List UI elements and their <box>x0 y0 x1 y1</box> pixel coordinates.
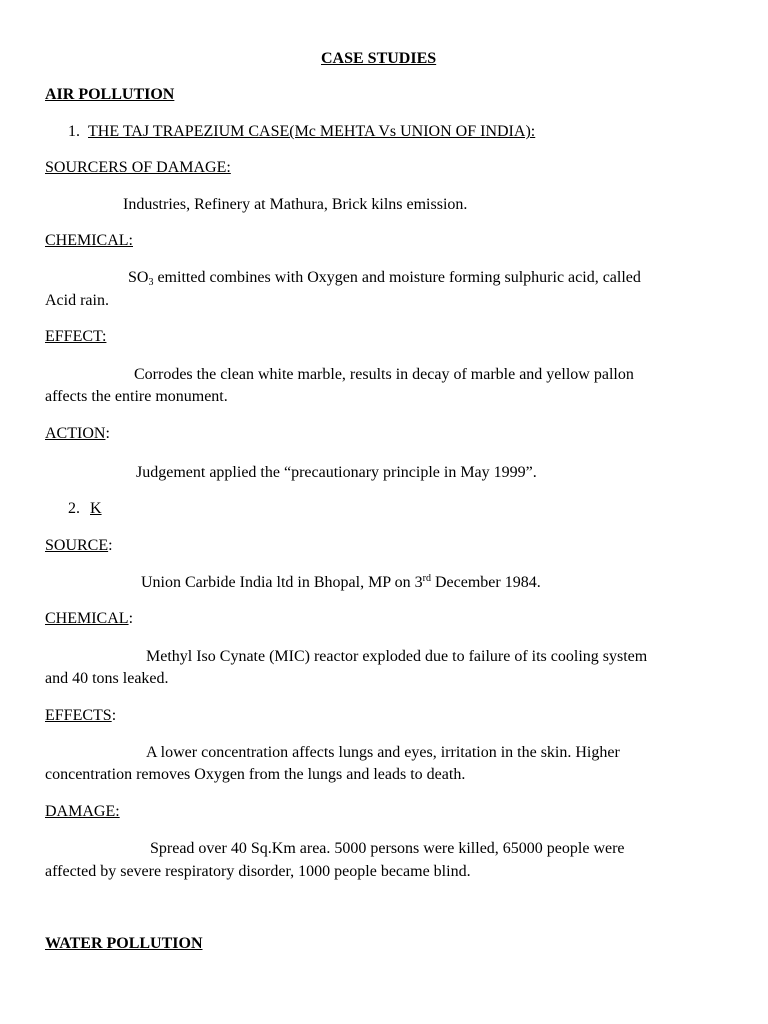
case1-action-text: Judgement applied the “precautionary principle in May 1999”. <box>136 464 537 481</box>
case1-action-colon: : <box>105 425 110 442</box>
case2-source-label: SOURCE <box>45 537 109 554</box>
chemical-formula-so: SO <box>128 269 149 286</box>
case2-source-label-line <box>45 536 113 556</box>
case1-sources-text: Industries, Refinery at Mathura, Brick kilns emission. <box>123 196 468 213</box>
case2-chemical-colon: : <box>128 610 134 627</box>
case2-heading-line <box>68 499 102 519</box>
case2-damage-label: DAMAGE: <box>45 803 120 820</box>
document-title: CASE STUDIES <box>321 50 437 67</box>
case1-heading: THE TAJ TRAPEZIUM CASE(Mc MEHTA Vs UNION OF INDIA): <box>88 123 536 140</box>
case2-source-text-pre: Union Carbide India ltd in Bhopal, MP on 3 <box>141 574 423 591</box>
case2-chemical-label: CHEMICAL <box>45 610 129 627</box>
section-heading-air-pollution: AIR POLLUTION <box>45 86 175 103</box>
case1-sources-label: SOURCERS OF DAMAGE: <box>45 159 231 176</box>
ordinal-suffix: rd <box>422 573 431 584</box>
chemical-formula-subscript: 3 <box>148 277 154 288</box>
case1-number: 1. <box>68 123 80 140</box>
case1-action-label-line <box>45 424 110 444</box>
case2-effects-label-line <box>45 706 116 726</box>
case2-damage-line2: affected by severe respiratory disorder, 1000 people became blind. <box>45 863 471 880</box>
case1-action-label: ACTION <box>45 425 106 442</box>
case1-heading-line <box>68 122 535 142</box>
case1-chemical-label: CHEMICAL: <box>45 232 133 249</box>
case1-chemical-line1 <box>128 268 641 288</box>
case1-effect-line1: Corrodes the clean white marble, results in decay of marble and yellow pallon <box>134 366 634 383</box>
case2-chemical-label-line <box>45 609 133 629</box>
case2-source-colon: : <box>108 537 113 554</box>
section-heading-water-pollution: WATER POLLUTION <box>45 935 203 952</box>
case2-effects-line1: A lower concentration affects lungs and eyes, irritation in the skin. Higher <box>146 744 620 761</box>
case2-effects-label: EFFECTS <box>45 707 112 724</box>
case1-effect-label: EFFECT: <box>45 328 107 345</box>
case1-chemical-line1-rest: emitted combines with Oxygen and moisture forming sulphuric acid, called <box>153 269 641 286</box>
case2-effects-line2: concentration removes Oxygen from the lungs and leads to death. <box>45 766 466 783</box>
case2-source-text <box>141 573 541 593</box>
case2-chemical-line2: and 40 tons leaked. <box>45 670 169 687</box>
case2-chemical-line1: Methyl Iso Cynate (MIC) reactor exploded due to failure of its cooling system <box>146 648 648 665</box>
case2-heading: K <box>90 500 102 517</box>
case2-number: 2. <box>68 500 80 517</box>
case1-chemical-line2: Acid rain. <box>45 292 109 309</box>
case1-effect-line2: affects the entire monument. <box>45 388 228 405</box>
case2-source-text-post: December 1984. <box>430 574 541 591</box>
case2-effects-colon: : <box>111 707 117 724</box>
case2-damage-line1: Spread over 40 Sq.Km area. 5000 persons were killed, 65000 people were <box>150 840 625 857</box>
